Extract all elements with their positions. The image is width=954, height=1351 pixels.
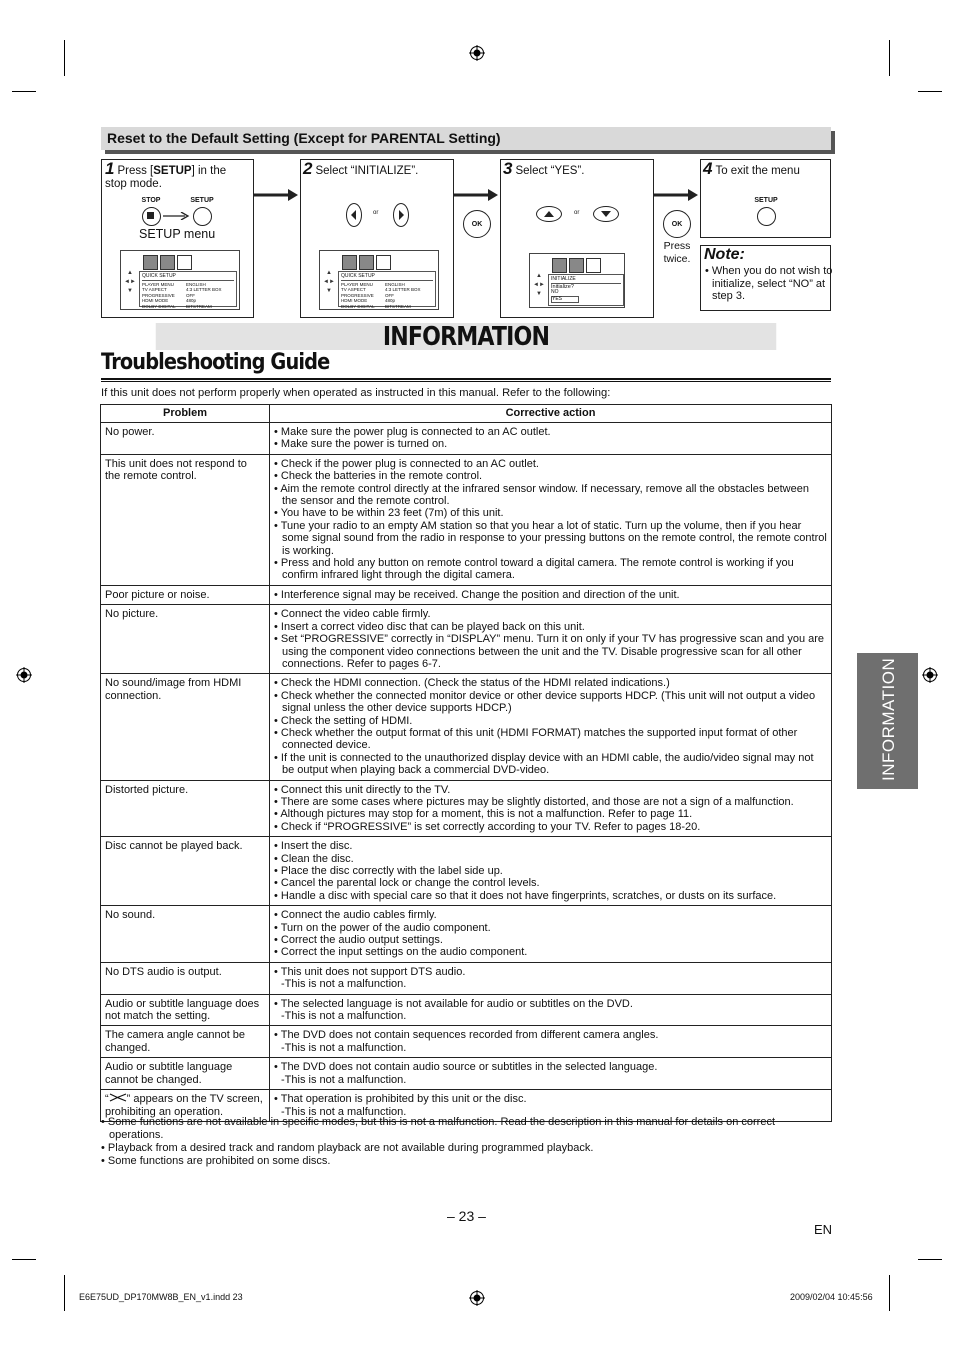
right-button	[393, 203, 409, 227]
action-item: • Clean the disc.	[274, 852, 354, 865]
column-header-problem: Problem	[101, 405, 270, 423]
action-item: • That operation is prohibited by this unit or the disc.	[274, 1093, 527, 1106]
title-rule	[101, 378, 831, 382]
ok-button: OK	[463, 210, 491, 238]
action-cell	[270, 962, 832, 994]
step-arrow-icon	[454, 189, 498, 201]
step-4-text: 4 To exit the menu	[703, 159, 800, 178]
table-row	[101, 962, 832, 994]
left-button	[346, 203, 362, 227]
step-3-box: 3 Select “YES”. or ▲ ◄► ▼ INITIALIZE Initialize? NO YES	[500, 159, 654, 318]
action-item: • Correct the audio output settings.	[274, 934, 443, 947]
problem-cell: No power.	[101, 423, 270, 455]
up-button	[536, 206, 562, 222]
crop-mark	[64, 1275, 65, 1311]
ok-button: OK	[663, 210, 691, 238]
osd-screen-initialize-select: ▲ ◄► ▼ QUICK SETUP PLAYER MENU ENGLISH TV ASPECT 4:3 LETTER BOX PROGRESSIVE OFF HDMI MODE 480p DOLBY DIGITAL BITSTREAM	[319, 250, 439, 310]
stop-button	[142, 207, 161, 226]
action-cell	[270, 674, 832, 780]
action-item: • Check the setting of HDMI.	[274, 714, 413, 727]
action-item: • Although pictures may stop for a moment, this is not a malfunction. Refer to page 11.	[274, 808, 693, 821]
step-2-box: 2 Select “INITIALIZE”. or ▲ ◄► ▼ QUICK SETUP PLAYER MENU ENGLISH TV ASPECT 4:3 LETTER BOX PROGRESSIVE OFF HDMI MODE 480p DOLBY DIGITAL BITSTREAM	[300, 159, 454, 318]
footnotes	[101, 1116, 831, 1168]
intro-text: If this unit does not perform properly when operated as instructed in this manual. Refer to the following:	[101, 387, 611, 399]
table-row	[101, 906, 832, 963]
step-arrow-icon	[254, 189, 298, 201]
action-cell	[270, 837, 832, 906]
stop-label: STOP	[141, 197, 161, 204]
crop-mark	[12, 1259, 36, 1260]
step-arrow-icon	[654, 189, 698, 201]
action-item: • Check whether the output format of this unit (HDMI FORMAT) matches the supported input format of other connected device.	[274, 726, 798, 752]
step-4-box: 4 To exit the menu SETUP	[700, 159, 831, 238]
step-1-box	[101, 159, 254, 318]
action-item: • Insert the disc.	[274, 840, 353, 853]
table-row	[101, 1026, 832, 1058]
action-cell	[270, 454, 832, 585]
troubleshooting-table	[100, 404, 832, 1122]
action-item: • If the unit is connected to the unauthorized display device with an HDMI cable, the audio/video signal may not be output when playing back a commercial DVD-video.	[274, 751, 814, 777]
problem-cell: No sound.	[101, 906, 270, 963]
press-twice-label: Press twice.	[663, 240, 691, 265]
step-3-text: 3 Select “YES”.	[503, 159, 585, 178]
action-item: • Place the disc correctly with the label side up.	[274, 865, 503, 877]
setup-label: SETUP	[190, 197, 214, 204]
table-row	[101, 585, 832, 604]
action-cell	[270, 605, 832, 674]
problem-cell: Distorted picture.	[101, 780, 270, 837]
action-item: • Connect the audio cables firmly.	[274, 909, 437, 922]
osd-screen-initialize-confirm: ▲ ◄► ▼ INITIALIZE Initialize? NO YES	[529, 253, 625, 308]
arrow-right-icon	[163, 212, 191, 220]
action-item: • Check if “PROGRESSIVE” is set correctly according to your TV. Refer to pages 18-20.	[274, 820, 701, 833]
registration-mark-icon	[16, 667, 32, 683]
action-item: • Connect the video cable firmly.	[274, 608, 431, 621]
action-cell	[270, 780, 832, 837]
action-note: -This is not a malfunction.	[281, 1105, 407, 1118]
section-header: INFORMATION	[156, 323, 777, 350]
crop-mark	[889, 40, 890, 76]
problem-cell: The camera angle cannot be changed.	[101, 1026, 270, 1058]
action-item: • Make sure the power is turned on.	[274, 438, 448, 451]
table-row	[101, 423, 832, 455]
action-item: • Check the HDMI connection. (Check the status of the HDMI related indications.)	[274, 677, 670, 690]
table-row	[101, 605, 832, 674]
action-cell	[270, 1026, 832, 1058]
action-item: • Interference signal may be received. Change the position and direction of the unit.	[274, 588, 680, 601]
problem-cell: Poor picture or noise.	[101, 585, 270, 604]
action-item: • The selected language is not available for audio or subtitles on the DVD.	[274, 997, 633, 1010]
prohibited-icon	[109, 1093, 127, 1102]
table-header-row	[101, 405, 832, 423]
action-cell	[270, 585, 832, 604]
table-row	[101, 1058, 832, 1090]
table-row	[101, 454, 832, 585]
action-item: • Aim the remote control directly at the infrared sensor window. If necessary, remove all the obstacles between the sensor and the remote control.	[274, 482, 809, 508]
problem-cell: Audio or subtitle language does not match the setting.	[101, 994, 270, 1026]
problem-cell: Disc cannot be played back.	[101, 837, 270, 906]
problem-cell: No sound/image from HDMI connection.	[101, 674, 270, 780]
table-row	[101, 674, 832, 780]
action-item: • Set “PROGRESSIVE” correctly in “DISPLAY” menu. Turn it on only if your TV has progressive scan and you are using the component video connections between the unit and the TV. Disable progressive scan for all other connections. Refer to pages 6-7.	[274, 633, 825, 670]
crop-mark	[918, 1259, 942, 1260]
crop-mark	[12, 91, 36, 92]
problem-cell: No picture.	[101, 605, 270, 674]
page-number: – 23 –	[447, 1208, 486, 1224]
step-1-text: 1 Press [SETUP] in the stop mode.	[105, 159, 227, 190]
language-code: EN	[814, 1222, 833, 1237]
action-cell	[270, 906, 832, 963]
down-button	[593, 206, 619, 222]
action-note: -This is not a malfunction.	[281, 1010, 407, 1023]
side-section-tab: INFORMATION	[857, 653, 918, 789]
registration-mark-icon	[469, 45, 485, 61]
problem-cell: “ ” appears on the TV screen, prohibiting an operation.	[101, 1090, 270, 1122]
action-item: • Handle a disc with special care so that it does not have fingerprints, scratches, or dusts on its surface.	[274, 889, 777, 902]
table-row	[101, 994, 832, 1026]
action-item: • Insert a correct video disc that can be played back on this unit.	[274, 620, 585, 633]
action-item: • Cancel the parental lock or change the control levels.	[274, 877, 540, 890]
footer-file-name: E6E75UD_DP170MW8B_EN_v1.indd 23	[79, 1292, 243, 1302]
setup-button	[757, 207, 776, 226]
setup-menu-caption: SETUP menu	[139, 227, 216, 241]
crop-mark	[918, 91, 942, 92]
action-item: • Tune your radio to an empty AM station so that you hear a lot of static. Turn up the volume, then if you hear some signal sound from the radio in response to your pressing buttons on the remote control, the remote control is working.	[274, 519, 827, 557]
step-2-text: 2 Select “INITIALIZE”.	[303, 159, 419, 178]
action-cell	[270, 994, 832, 1026]
action-item: • Check if the power plug is connected to an AC outlet.	[274, 457, 539, 470]
note-text: • When you do not wish to initialize, select “NO” at step 3.	[705, 265, 833, 302]
action-note: -This is not a malfunction.	[281, 1041, 407, 1054]
table-row	[101, 837, 832, 906]
problem-cell: Audio or subtitle language cannot be changed.	[101, 1058, 270, 1090]
action-item: • The DVD does not contain sequences recorded from different camera angles.	[274, 1029, 659, 1042]
osd-screen-quick-setup: ▲ ◄► ▼ QUICK SETUP PLAYER MENU ENGLISH TV ASPECT 4:3 LETTER BOX PROGRESSIVE OFF HDMI MODE 480p DOLBY DIGITAL BITSTREAM	[120, 250, 240, 310]
problem-cell: This unit does not respond to the remote control.	[101, 454, 270, 585]
action-note: -This is not a malfunction.	[281, 1073, 407, 1086]
action-item: • Turn on the power of the audio component.	[274, 921, 491, 934]
action-item: • You have to be within 23 feet (7m) of this unit.	[274, 507, 504, 520]
action-item: • There are some cases where pictures may be slightly distorted, and those are not a sign of a malfunction.	[274, 795, 794, 808]
registration-mark-icon	[922, 667, 938, 683]
action-item: • Make sure the power plug is connected to an AC outlet.	[274, 426, 551, 438]
action-item: • This unit does not support DTS audio.	[274, 965, 466, 978]
note-title: Note:	[704, 246, 745, 263]
footnote: • Playback from a desired track and random playback are not available during programmed playback.	[101, 1142, 594, 1154]
table-body	[101, 423, 832, 1122]
footer-timestamp: 2009/02/04 10:45:56	[790, 1292, 873, 1302]
table-row	[101, 780, 832, 837]
footnote: • Some functions are not available in specific modes, but this is not a malfunction. Read the description in this manual for details on correct operations.	[101, 1116, 775, 1141]
action-note: -This is not a malfunction.	[281, 978, 407, 991]
note-box	[700, 245, 831, 311]
action-item: • Check whether the connected monitor device or other device supports HDCP. (This unit will not output a video signal unless the other device supports HDCP.)	[274, 689, 816, 715]
action-item: • Connect this unit directly to the TV.	[274, 783, 451, 796]
action-cell	[270, 423, 832, 455]
page-title: Troubleshooting Guide	[101, 350, 330, 375]
action-item: • Check the batteries in the remote control.	[274, 470, 483, 483]
action-cell	[270, 1058, 832, 1090]
action-item: • Correct the input settings on the audio component.	[274, 946, 528, 959]
problem-cell: No DTS audio is output.	[101, 962, 270, 994]
action-item: • Press and hold any button on remote control toward a digital camera. The remote control is working if you confirm infrared light through the digital camera.	[274, 557, 794, 582]
action-item: • The DVD does not contain audio source or subtitles in the selected language.	[274, 1061, 658, 1074]
registration-mark-icon	[469, 1290, 485, 1306]
crop-mark	[889, 1275, 890, 1311]
footnote: • Some functions are prohibited on some discs.	[101, 1155, 331, 1167]
setup-button	[193, 207, 212, 226]
reset-section-title: Reset to the Default Setting (Except for PARENTAL Setting)	[101, 127, 831, 150]
crop-mark	[64, 40, 65, 76]
column-header-action: Corrective action	[270, 405, 832, 423]
